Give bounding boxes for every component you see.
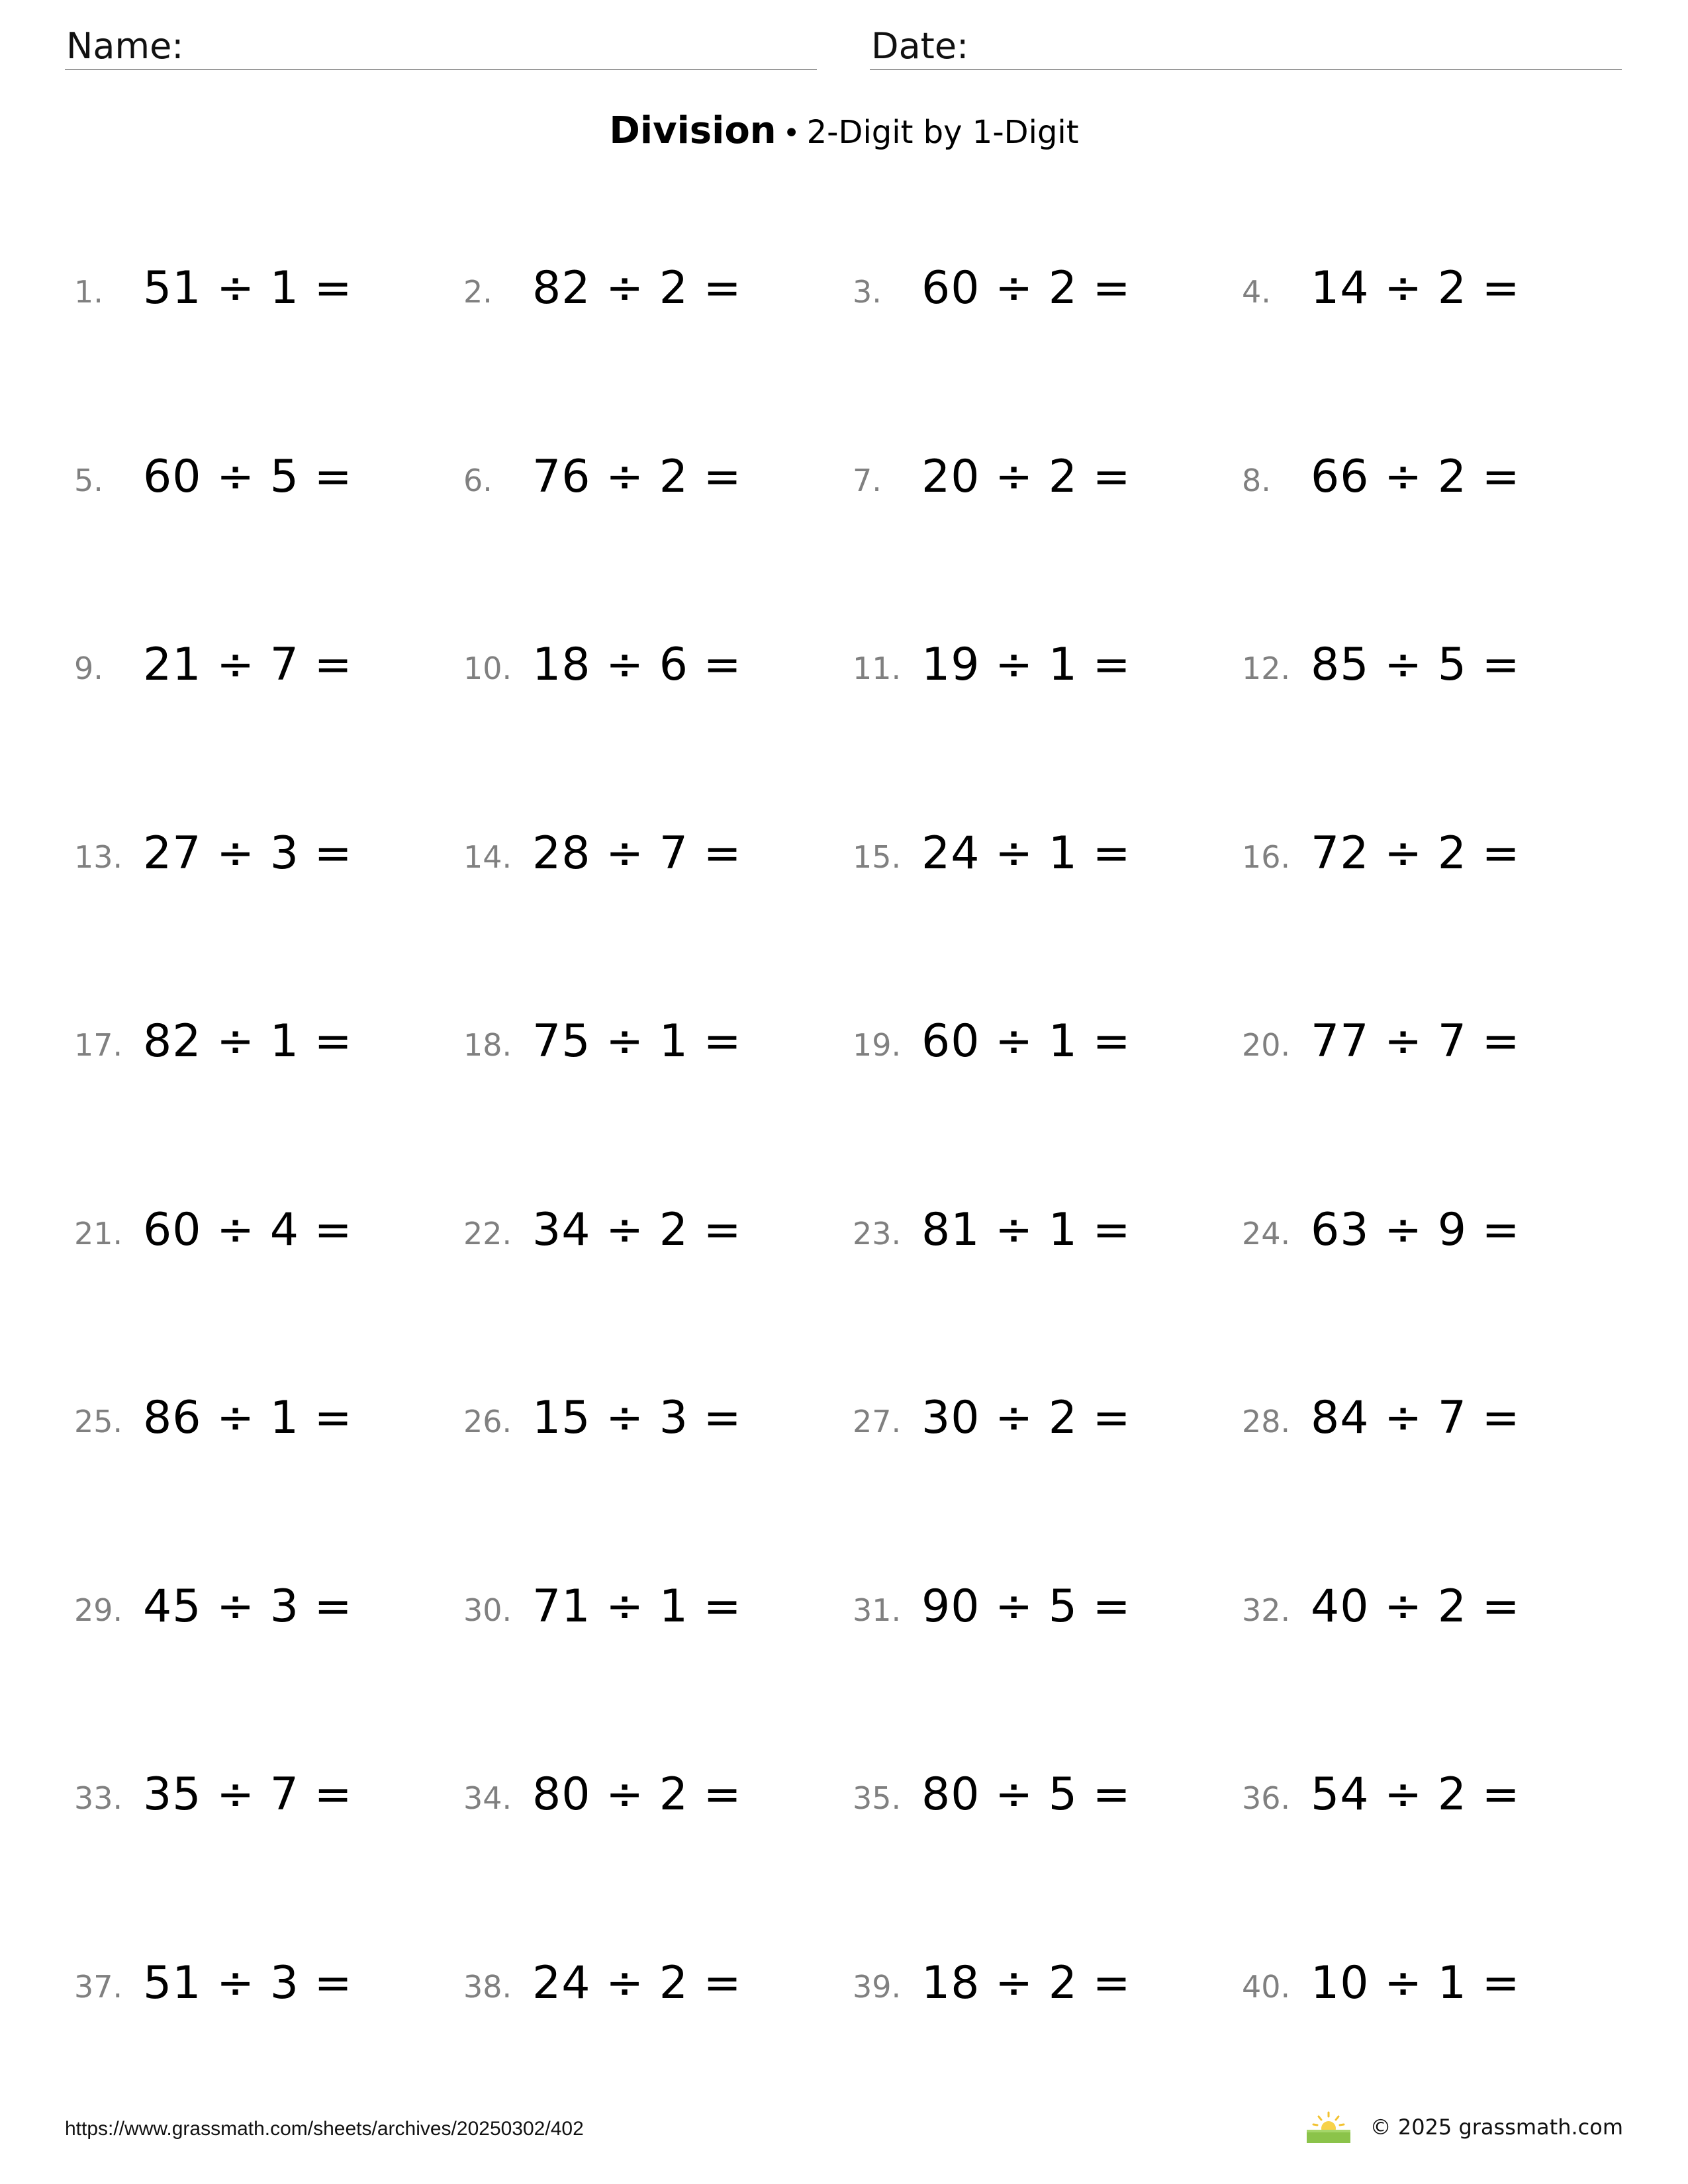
problem-expression: 85 ÷ 5 = <box>1311 639 1521 691</box>
problem-number: 39. <box>853 1969 902 2005</box>
problem-number: 17. <box>74 1027 123 1063</box>
problem-expression: 21 ÷ 7 = <box>143 639 353 691</box>
problem-item <box>74 1385 458 1458</box>
problem-item <box>853 1385 1237 1458</box>
problem-number: 27. <box>853 1404 902 1439</box>
footer-copyright: © 2025 grassmath.com <box>1370 2115 1623 2140</box>
problem-item <box>74 255 458 328</box>
problem-number: 15. <box>853 839 902 875</box>
problem-number: 12. <box>1242 651 1291 686</box>
problem-number: 31. <box>853 1592 902 1628</box>
problem-number: 2. <box>463 274 492 310</box>
problem-number: 23. <box>853 1216 902 1251</box>
problem-item <box>74 1950 458 2023</box>
problem-number: 9. <box>74 651 103 686</box>
problem-number: 35. <box>853 1780 902 1816</box>
problem-expression: 82 ÷ 2 = <box>532 262 742 314</box>
problem-expression: 76 ÷ 2 = <box>532 451 742 503</box>
problem-item <box>463 255 847 328</box>
problem-number: 6. <box>463 463 492 498</box>
problem-item <box>463 1950 847 2023</box>
problem-expression: 27 ÷ 3 = <box>143 827 353 880</box>
problem-item <box>463 1385 847 1458</box>
problem-expression: 51 ÷ 1 = <box>143 262 353 314</box>
problem-expression: 51 ÷ 3 = <box>143 1957 353 2009</box>
problem-expression: 77 ÷ 7 = <box>1311 1015 1521 1068</box>
problem-item <box>463 444 847 517</box>
problem-item <box>853 444 1237 517</box>
problem-expression: 34 ÷ 2 = <box>532 1204 742 1256</box>
problem-number: 5. <box>74 463 103 498</box>
problem-grid <box>74 255 1636 2135</box>
problem-expression: 81 ÷ 1 = <box>921 1204 1131 1256</box>
problem-expression: 72 ÷ 2 = <box>1311 827 1521 880</box>
problem-number: 40. <box>1242 1969 1291 2005</box>
problem-number: 21. <box>74 1216 123 1251</box>
title-separator: • <box>782 116 800 150</box>
problem-item <box>853 632 1237 705</box>
problem-expression: 84 ÷ 7 = <box>1311 1392 1521 1444</box>
problem-expression: 24 ÷ 2 = <box>532 1957 742 2009</box>
problem-number: 28. <box>1242 1404 1291 1439</box>
problem-item <box>463 1574 847 1647</box>
problem-item <box>853 821 1237 893</box>
name-field[interactable] <box>65 24 817 70</box>
problem-expression: 35 ÷ 7 = <box>143 1768 353 1821</box>
problem-item <box>463 1009 847 1081</box>
problem-item <box>853 1762 1237 1835</box>
problem-number: 36. <box>1242 1780 1291 1816</box>
problem-expression: 80 ÷ 2 = <box>532 1768 742 1821</box>
problem-item <box>74 1009 458 1081</box>
problem-item <box>1242 1385 1626 1458</box>
problem-number: 38. <box>463 1969 512 2005</box>
footer-branding <box>1305 2107 1623 2147</box>
problem-item <box>74 821 458 893</box>
problem-expression: 18 ÷ 6 = <box>532 639 742 691</box>
problem-item <box>853 1009 1237 1081</box>
problem-item <box>463 821 847 893</box>
problem-item <box>1242 821 1626 893</box>
problem-expression: 28 ÷ 7 = <box>532 827 742 880</box>
problem-expression: 60 ÷ 4 = <box>143 1204 353 1256</box>
problem-item <box>1242 1197 1626 1270</box>
problem-expression: 24 ÷ 1 = <box>921 827 1131 880</box>
problem-item <box>463 1762 847 1835</box>
sun-over-grass-icon <box>1305 2110 1352 2144</box>
worksheet-title <box>0 106 1688 165</box>
problem-item <box>74 1762 458 1835</box>
problem-number: 16. <box>1242 839 1291 875</box>
problem-item <box>74 444 458 517</box>
problem-item <box>853 255 1237 328</box>
problem-expression: 90 ÷ 5 = <box>921 1580 1131 1633</box>
footer-url[interactable]: https://www.grassmath.com/sheets/archives/20250302/402 <box>65 2118 584 2140</box>
title-subtitle: 2-Digit by 1-Digit <box>806 114 1079 151</box>
problem-item <box>463 632 847 705</box>
problem-item <box>1242 255 1626 328</box>
problem-number: 29. <box>74 1592 123 1628</box>
problem-expression: 30 ÷ 2 = <box>921 1392 1131 1444</box>
problem-item <box>1242 1950 1626 2023</box>
problem-number: 34. <box>463 1780 512 1816</box>
problem-number: 22. <box>463 1216 512 1251</box>
problem-number: 18. <box>463 1027 512 1063</box>
problem-number: 30. <box>463 1592 512 1628</box>
problem-expression: 10 ÷ 1 = <box>1311 1957 1521 2009</box>
problem-number: 10. <box>463 651 512 686</box>
problem-number: 7. <box>853 463 882 498</box>
name-label: Name: <box>66 25 184 67</box>
problem-number: 8. <box>1242 463 1271 498</box>
problem-item <box>853 1197 1237 1270</box>
problem-item <box>74 1574 458 1647</box>
problem-item <box>74 632 458 705</box>
problem-number: 24. <box>1242 1216 1291 1251</box>
problem-number: 20. <box>1242 1027 1291 1063</box>
title-main: Division <box>609 109 776 152</box>
problem-number: 3. <box>853 274 882 310</box>
problem-expression: 14 ÷ 2 = <box>1311 262 1521 314</box>
problem-number: 13. <box>74 839 123 875</box>
problem-item <box>1242 632 1626 705</box>
problem-expression: 19 ÷ 1 = <box>921 639 1131 691</box>
problem-expression: 40 ÷ 2 = <box>1311 1580 1521 1633</box>
problem-item <box>1242 1762 1626 1835</box>
problem-number: 32. <box>1242 1592 1291 1628</box>
problem-expression: 86 ÷ 1 = <box>143 1392 353 1444</box>
problem-expression: 60 ÷ 2 = <box>921 262 1131 314</box>
problem-number: 1. <box>74 274 103 310</box>
problem-number: 26. <box>463 1404 512 1439</box>
problem-number: 11. <box>853 651 902 686</box>
problem-expression: 82 ÷ 1 = <box>143 1015 353 1068</box>
problem-number: 33. <box>74 1780 123 1816</box>
problem-expression: 80 ÷ 5 = <box>921 1768 1131 1821</box>
problem-expression: 54 ÷ 2 = <box>1311 1768 1521 1821</box>
problem-item <box>1242 1574 1626 1647</box>
date-field[interactable] <box>870 24 1622 70</box>
problem-number: 14. <box>463 839 512 875</box>
problem-expression: 60 ÷ 5 = <box>143 451 353 503</box>
problem-expression: 75 ÷ 1 = <box>532 1015 742 1068</box>
problem-item <box>74 1197 458 1270</box>
problem-expression: 63 ÷ 9 = <box>1311 1204 1521 1256</box>
problem-item <box>1242 444 1626 517</box>
problem-expression: 15 ÷ 3 = <box>532 1392 742 1444</box>
problem-number: 19. <box>853 1027 902 1063</box>
problem-expression: 20 ÷ 2 = <box>921 451 1131 503</box>
problem-number: 37. <box>74 1969 123 2005</box>
problem-item <box>1242 1009 1626 1081</box>
problem-expression: 66 ÷ 2 = <box>1311 451 1521 503</box>
problem-expression: 60 ÷ 1 = <box>921 1015 1131 1068</box>
date-label: Date: <box>871 25 969 67</box>
problem-expression: 45 ÷ 3 = <box>143 1580 353 1633</box>
problem-number: 4. <box>1242 274 1271 310</box>
problem-item <box>853 1574 1237 1647</box>
problem-item <box>853 1950 1237 2023</box>
problem-number: 25. <box>74 1404 123 1439</box>
problem-expression: 71 ÷ 1 = <box>532 1580 742 1633</box>
problem-item <box>463 1197 847 1270</box>
problem-expression: 18 ÷ 2 = <box>921 1957 1131 2009</box>
